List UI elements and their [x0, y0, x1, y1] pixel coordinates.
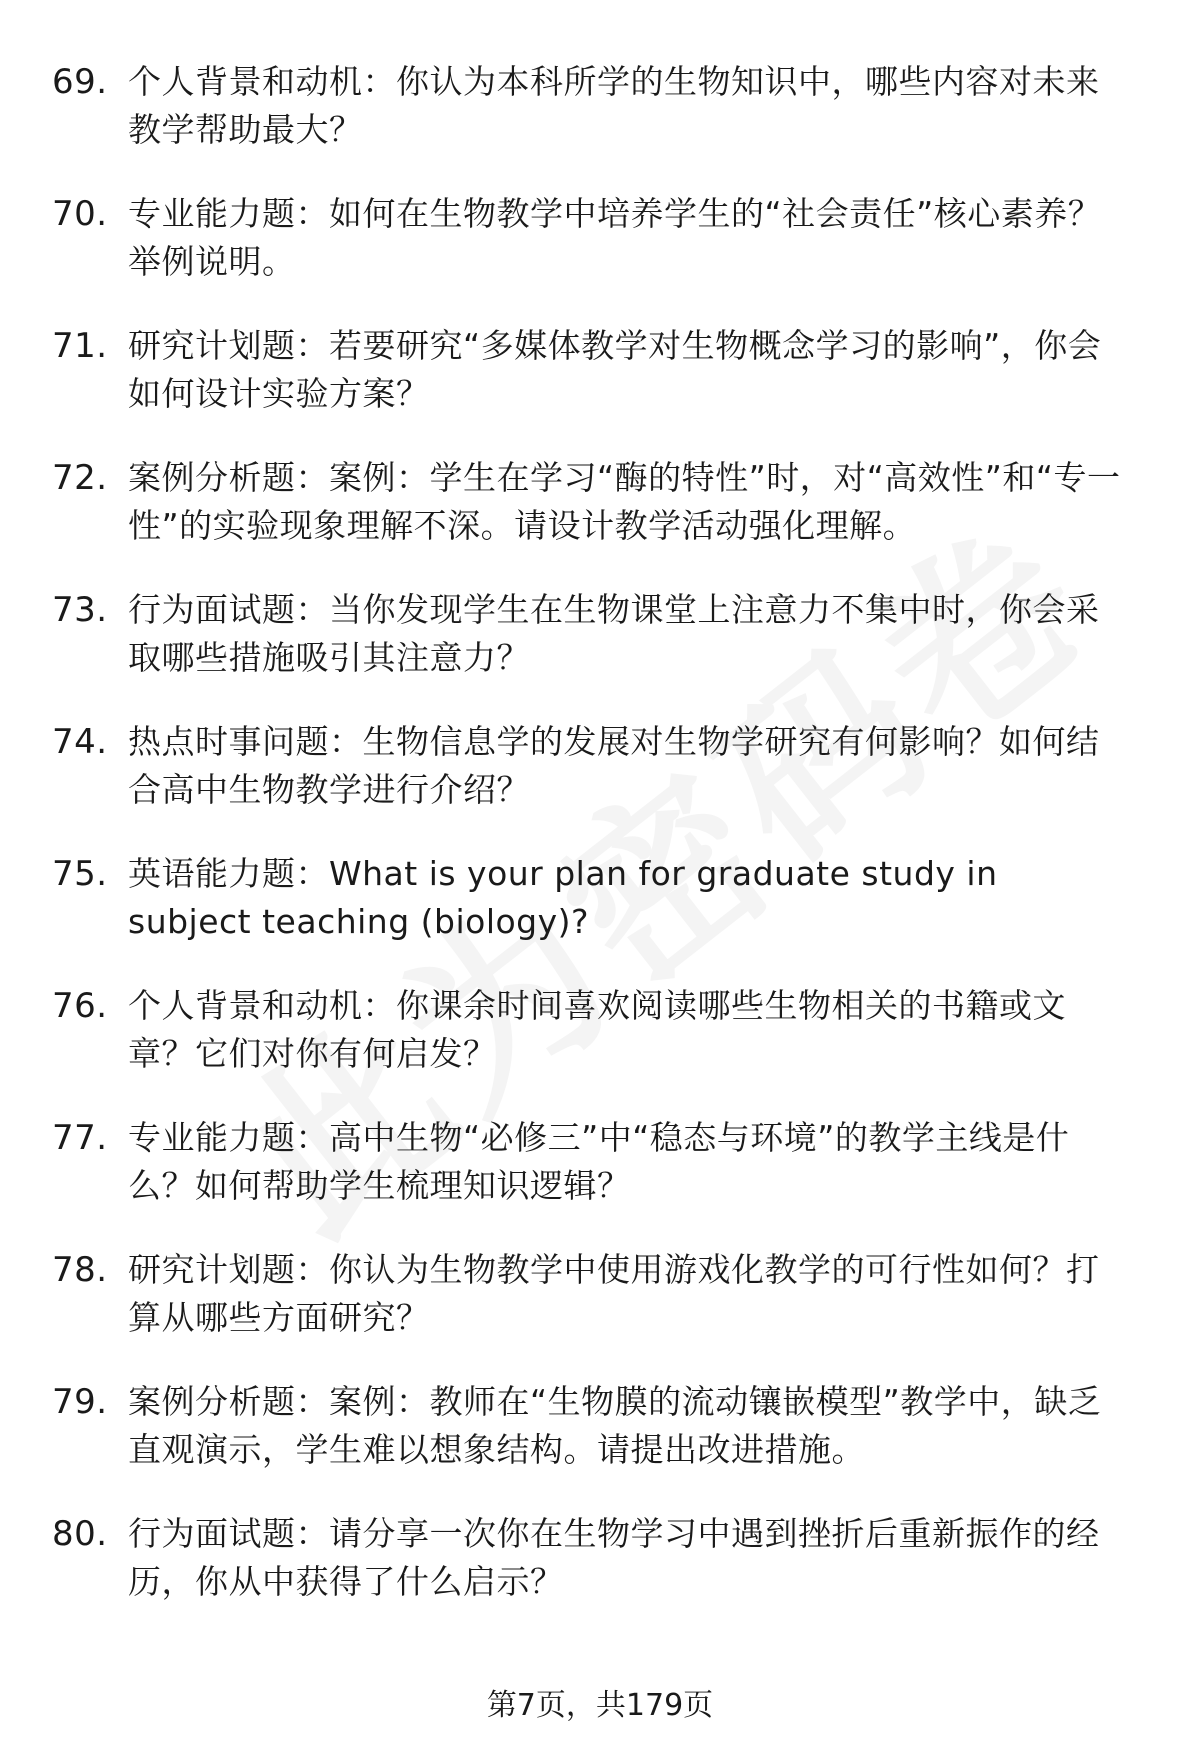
question-text: 热点时事问题：生物信息学的发展对生物学研究有何影响？如何结合高中生物教学进行介绍？ — [128, 722, 1100, 809]
question-number: 78. — [52, 1250, 108, 1290]
question-text: 行为面试题：当你发现学生在生物课堂上注意力不集中时，你会采取哪些措施吸引其注意力？ — [128, 590, 1100, 677]
question-number: 70. — [52, 194, 108, 234]
question-number: 72. — [52, 458, 108, 498]
question-item — [52, 982, 1152, 1078]
question-list — [52, 58, 1152, 1642]
question-text: 专业能力题：高中生物“必修三”中“稳态与环境”的教学主线是什么？如何帮助学生梳理知识逻辑？ — [128, 1118, 1070, 1205]
question-number: 69. — [52, 62, 108, 102]
question-number: 76. — [52, 986, 108, 1026]
question-item — [52, 190, 1152, 286]
page-footer: 第7页，共179页 — [486, 1688, 714, 1723]
question-text: 专业能力题：如何在生物教学中培养学生的“社会责任”核心素养？举例说明。 — [128, 194, 1102, 281]
question-item — [52, 1510, 1152, 1606]
question-item — [52, 850, 1152, 946]
question-text: 个人背景和动机：你课余时间喜欢阅读哪些生物相关的书籍或文章？它们对你有何启发？ — [128, 986, 1066, 1073]
question-text: 研究计划题：若要研究“多媒体教学对生物概念学习的影响”，你会如何设计实验方案？ — [128, 326, 1102, 413]
question-item — [52, 1378, 1152, 1474]
question-text: 案例分析题：案例：教师在“生物膜的流动镶嵌模型”教学中，缺乏直观演示，学生难以想象结构。请提出改进措施。 — [128, 1382, 1102, 1469]
question-number: 75. — [52, 854, 108, 894]
question-item — [52, 1246, 1152, 1342]
question-number: 80. — [52, 1514, 108, 1554]
question-number: 79. — [52, 1382, 108, 1422]
question-item — [52, 58, 1152, 154]
question-item — [52, 586, 1152, 682]
question-item — [52, 322, 1152, 418]
question-item — [52, 454, 1152, 550]
question-text: 案例分析题：案例：学生在学习“酶的特性”时，对“高效性”和“专一性”的实验现象理解不深。请设计教学活动强化理解。 — [128, 458, 1121, 545]
question-number: 74. — [52, 722, 108, 762]
question-item — [52, 718, 1152, 814]
question-text: 个人背景和动机：你认为本科所学的生物知识中，哪些内容对未来教学帮助最大？ — [128, 62, 1100, 149]
question-text: 研究计划题：你认为生物教学中使用游戏化教学的可行性如何？打算从哪些方面研究？ — [128, 1250, 1100, 1337]
question-number: 77. — [52, 1118, 108, 1158]
question-text: 英语能力题：What is your plan for graduate study in subject teaching (biology)? — [128, 854, 998, 941]
question-number: 73. — [52, 590, 108, 630]
question-text: 行为面试题：请分享一次你在生物学习中遇到挫折后重新振作的经历，你从中获得了什么启示？ — [128, 1514, 1100, 1601]
question-number: 71. — [52, 326, 108, 366]
question-item — [52, 1114, 1152, 1210]
